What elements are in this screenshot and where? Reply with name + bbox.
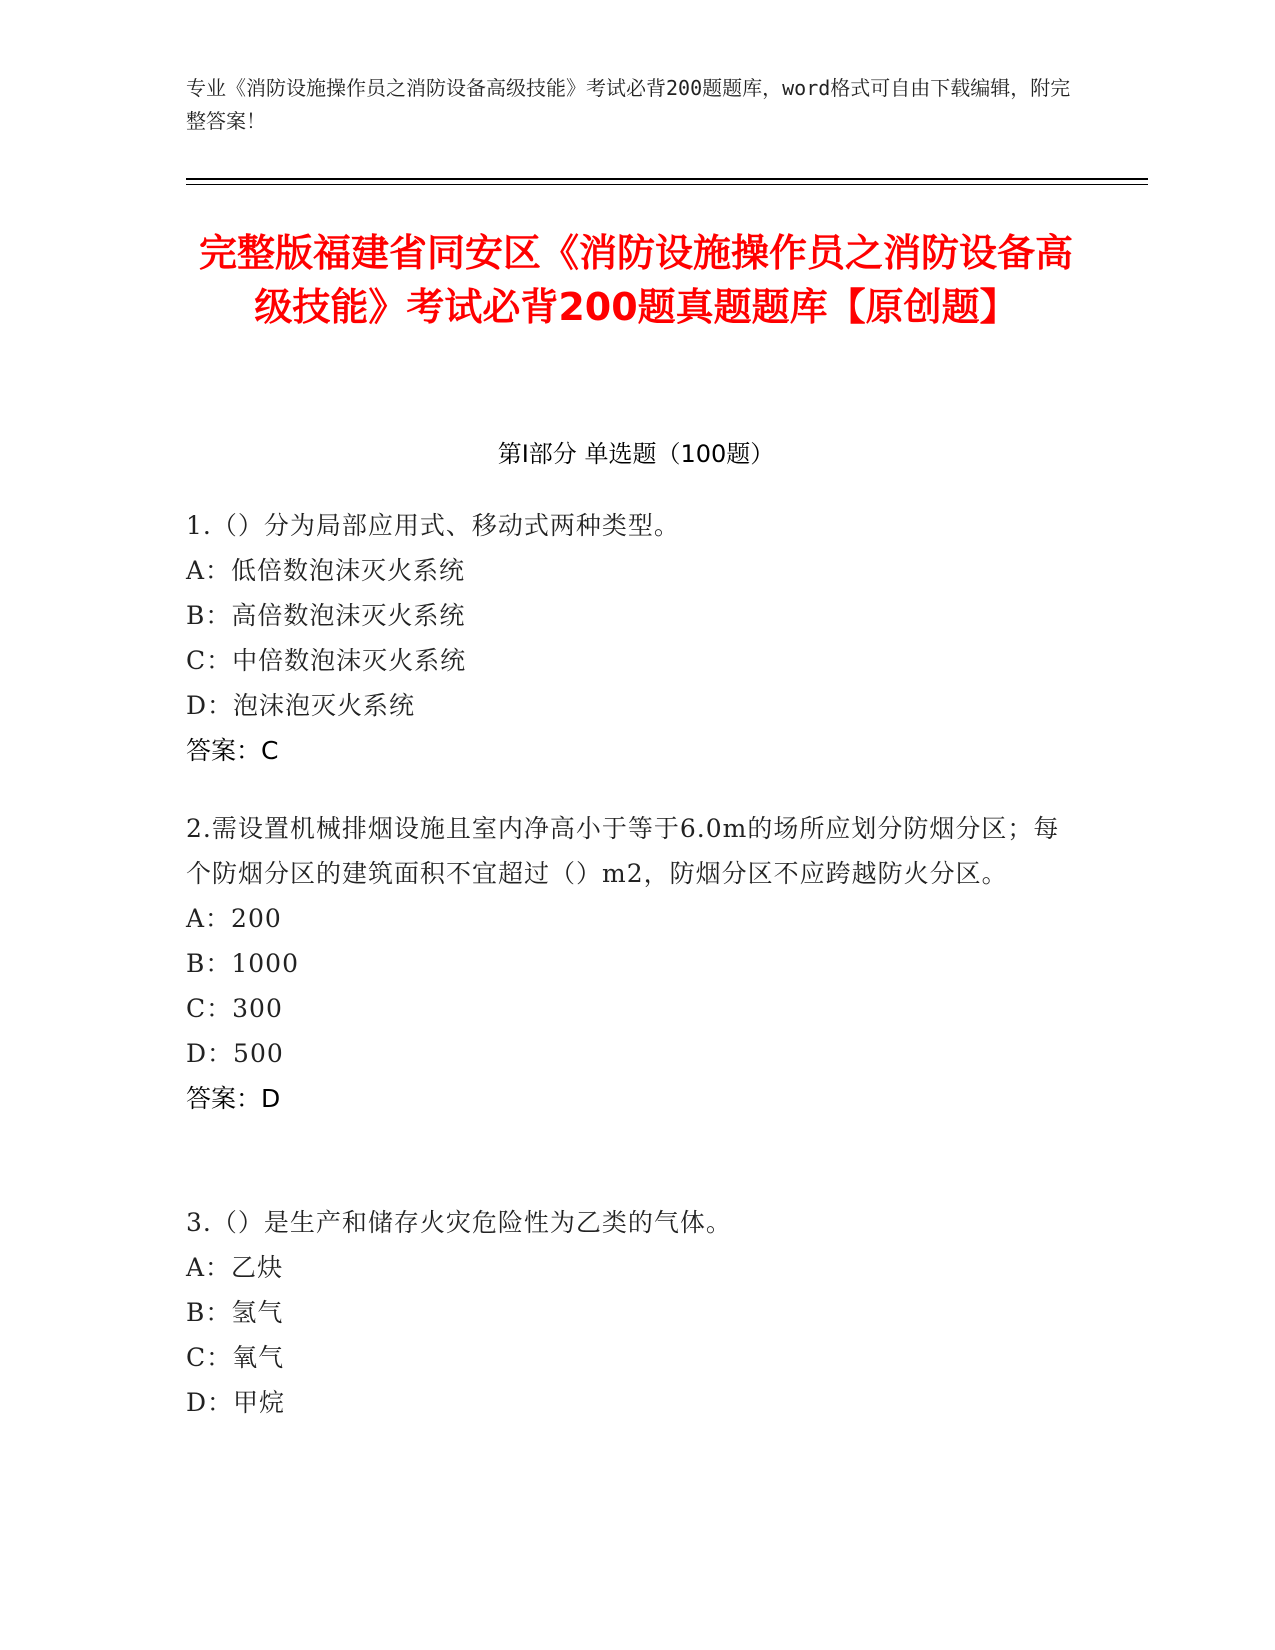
question-2 bbox=[186, 806, 1066, 1121]
option-d: D：甲烷 bbox=[186, 1388, 286, 1417]
option-c: C：300 bbox=[186, 994, 283, 1023]
option-a: A：乙炔 bbox=[186, 1253, 284, 1282]
option-d: D：500 bbox=[186, 1039, 284, 1068]
question-3 bbox=[186, 1200, 1066, 1425]
header-divider-thin bbox=[186, 184, 1148, 185]
option-b: B：1000 bbox=[186, 949, 299, 978]
option-a: A：低倍数泡沫灭火系统 bbox=[186, 556, 466, 585]
option-c: C：中倍数泡沫灭火系统 bbox=[186, 646, 467, 675]
question-1 bbox=[186, 503, 1066, 773]
question-stem: 3.（）是生产和储存火灾危险性为乙类的气体。 bbox=[186, 1208, 732, 1237]
question-stem: 2.需设置机械排烟设施且室内净高小于等于6.0m的场所应划分防烟分区；每个防烟分区的建筑面积不宜超过（）m2，防烟分区不应跨越防火分区。 bbox=[186, 814, 1060, 888]
answer: 答案：D bbox=[186, 1084, 281, 1113]
header-divider-thick bbox=[186, 178, 1148, 180]
answer: 答案：C bbox=[186, 736, 279, 765]
option-b: B：氢气 bbox=[186, 1298, 284, 1327]
option-b: B：高倍数泡沫灭火系统 bbox=[186, 601, 466, 630]
section-title: 第I部分 单选题（100题） bbox=[497, 440, 775, 468]
header-note: 专业《消防设施操作员之消防设备高级技能》考试必背200题题库，word格式可自由下载编辑，附完整答案！ bbox=[186, 76, 1071, 133]
option-c: C：氧气 bbox=[186, 1343, 285, 1372]
question-stem: 1.（）分为局部应用式、移动式两种类型。 bbox=[186, 511, 680, 540]
option-d: D：泡沫泡灭火系统 bbox=[186, 691, 416, 720]
option-a: A：200 bbox=[186, 904, 282, 933]
document-title: 完整版福建省同安区《消防设施操作员之消防设备高级技能》考试必背200题真题题库【原创题】 bbox=[198, 231, 1073, 329]
